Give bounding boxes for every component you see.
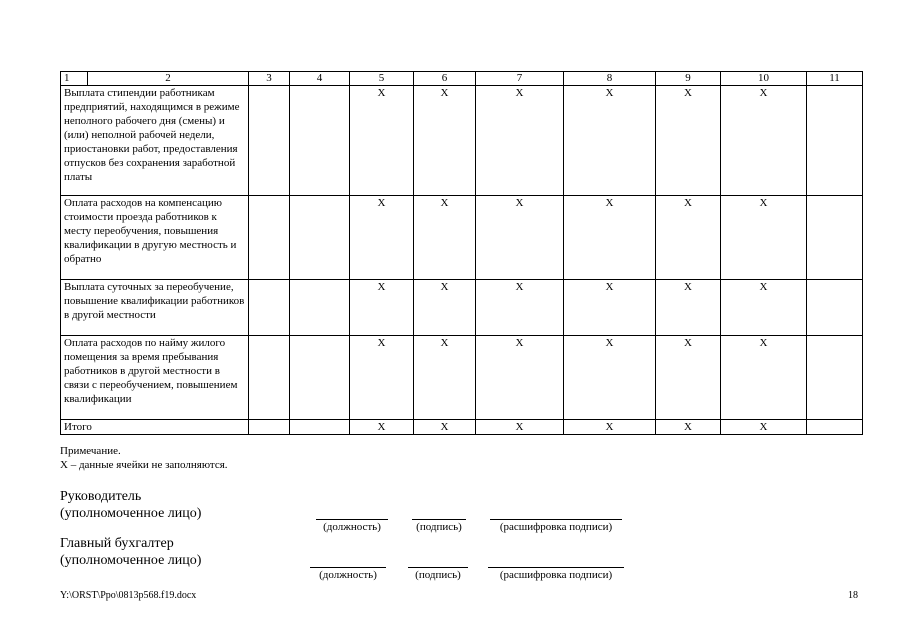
not-filled-mark-cell: X <box>564 86 656 196</box>
column-number: 7 <box>476 72 564 86</box>
column-number: 2 <box>88 72 249 86</box>
head-signature-line[interactable] <box>412 519 466 520</box>
footer-file-path: Y:\ORST\Ppo\0813p568.f19.docx <box>60 590 197 601</box>
empty-cell <box>290 196 350 280</box>
head-decoding-line[interactable] <box>490 519 622 520</box>
head-subtitle: (уполномоченное лицо) <box>60 506 202 521</box>
not-filled-mark-cell: X <box>414 420 476 435</box>
not-filled-mark-cell: X <box>476 420 564 435</box>
empty-cell <box>290 280 350 336</box>
not-filled-mark-cell: X <box>476 336 564 420</box>
not-filled-mark-cell: X <box>414 336 476 420</box>
column-number: 11 <box>807 72 863 86</box>
not-filled-mark-cell: X <box>564 196 656 280</box>
not-filled-mark-cell: X <box>414 86 476 196</box>
empty-cell <box>290 420 350 435</box>
empty-cell <box>807 280 863 336</box>
accountant-title: Главный бухгалтер <box>60 536 174 551</box>
accountant-decoding-line[interactable] <box>488 567 624 568</box>
row-label: Оплата расходов на компенсацию стоимости проезда работников к месту переобучения, повышения квалификации в другую местность и обратно <box>61 196 249 280</box>
accountant-signature-caption: (подпись) <box>415 569 461 581</box>
empty-cell <box>249 196 290 280</box>
head-signature-caption: (подпись) <box>416 521 462 533</box>
not-filled-mark-cell: X <box>350 280 414 336</box>
report-table <box>60 71 863 435</box>
not-filled-mark-cell: X <box>656 280 721 336</box>
not-filled-mark-cell: X <box>414 280 476 336</box>
empty-cell <box>249 280 290 336</box>
not-filled-mark-cell: X <box>721 280 807 336</box>
column-number: 5 <box>350 72 414 86</box>
accountant-position-line[interactable] <box>310 567 386 568</box>
not-filled-mark-cell: X <box>721 196 807 280</box>
not-filled-mark-cell: X <box>564 420 656 435</box>
empty-cell <box>249 86 290 196</box>
table-body <box>61 86 863 435</box>
table-row <box>61 280 863 336</box>
empty-cell <box>290 86 350 196</box>
accountant-decoding-caption: (расшифровка подписи) <box>499 569 613 581</box>
table-row <box>61 196 863 280</box>
head-decoding-caption: (расшифровка подписи) <box>499 521 613 533</box>
empty-cell <box>249 336 290 420</box>
not-filled-mark-cell: X <box>564 280 656 336</box>
not-filled-mark-cell: X <box>350 86 414 196</box>
note-text: Х – данные ячейки не заполняются. <box>60 459 228 471</box>
not-filled-mark-cell: X <box>721 86 807 196</box>
empty-cell <box>807 420 863 435</box>
row-label: Итого <box>61 420 249 435</box>
not-filled-mark-cell: X <box>721 420 807 435</box>
column-number: 1 <box>61 72 88 86</box>
not-filled-mark-cell: X <box>476 86 564 196</box>
not-filled-mark-cell: X <box>564 336 656 420</box>
not-filled-mark-cell: X <box>476 196 564 280</box>
column-number: 8 <box>564 72 656 86</box>
not-filled-mark-cell: X <box>656 336 721 420</box>
table-row <box>61 420 863 435</box>
not-filled-mark-cell: X <box>476 280 564 336</box>
not-filled-mark-cell: X <box>721 336 807 420</box>
note-title: Примечание. <box>60 445 121 457</box>
row-label: Оплата расходов по найму жилого помещения за время пребывания работников в другой местности в связи с переобучением, повышением квалификации <box>61 336 249 420</box>
not-filled-mark-cell: X <box>350 336 414 420</box>
accountant-signature-line[interactable] <box>408 567 468 568</box>
row-label: Выплата суточных за переобучение, повышение квалификации работников в другой местности <box>61 280 249 336</box>
accountant-subtitle: (уполномоченное лицо) <box>60 553 202 568</box>
row-label: Выплата стипендии работникам предприятий, находящимся в режиме неполного рабочего дня (смены) и (или) неполной рабочей недели, приостановки работ, предоставления отпусков без сохранения заработной платы <box>61 86 249 196</box>
not-filled-mark-cell: X <box>350 420 414 435</box>
head-title: Руководитель <box>60 489 142 504</box>
not-filled-mark-cell: X <box>656 420 721 435</box>
column-number: 6 <box>414 72 476 86</box>
empty-cell <box>290 336 350 420</box>
table-row <box>61 336 863 420</box>
note <box>60 444 228 472</box>
head-position-caption: (должность) <box>323 521 381 533</box>
empty-cell <box>807 336 863 420</box>
not-filled-mark-cell: X <box>656 86 721 196</box>
table-header-row <box>61 72 863 86</box>
head-position-line[interactable] <box>316 519 388 520</box>
not-filled-mark-cell: X <box>350 196 414 280</box>
table-row <box>61 86 863 196</box>
accountant-position-caption: (должность) <box>319 569 377 581</box>
column-number: 9 <box>656 72 721 86</box>
empty-cell <box>249 420 290 435</box>
not-filled-mark-cell: X <box>656 196 721 280</box>
page-number: 18 <box>848 590 858 601</box>
column-number: 4 <box>290 72 350 86</box>
not-filled-mark-cell: X <box>414 196 476 280</box>
column-number: 10 <box>721 72 807 86</box>
empty-cell <box>807 86 863 196</box>
empty-cell <box>807 196 863 280</box>
column-number: 3 <box>249 72 290 86</box>
